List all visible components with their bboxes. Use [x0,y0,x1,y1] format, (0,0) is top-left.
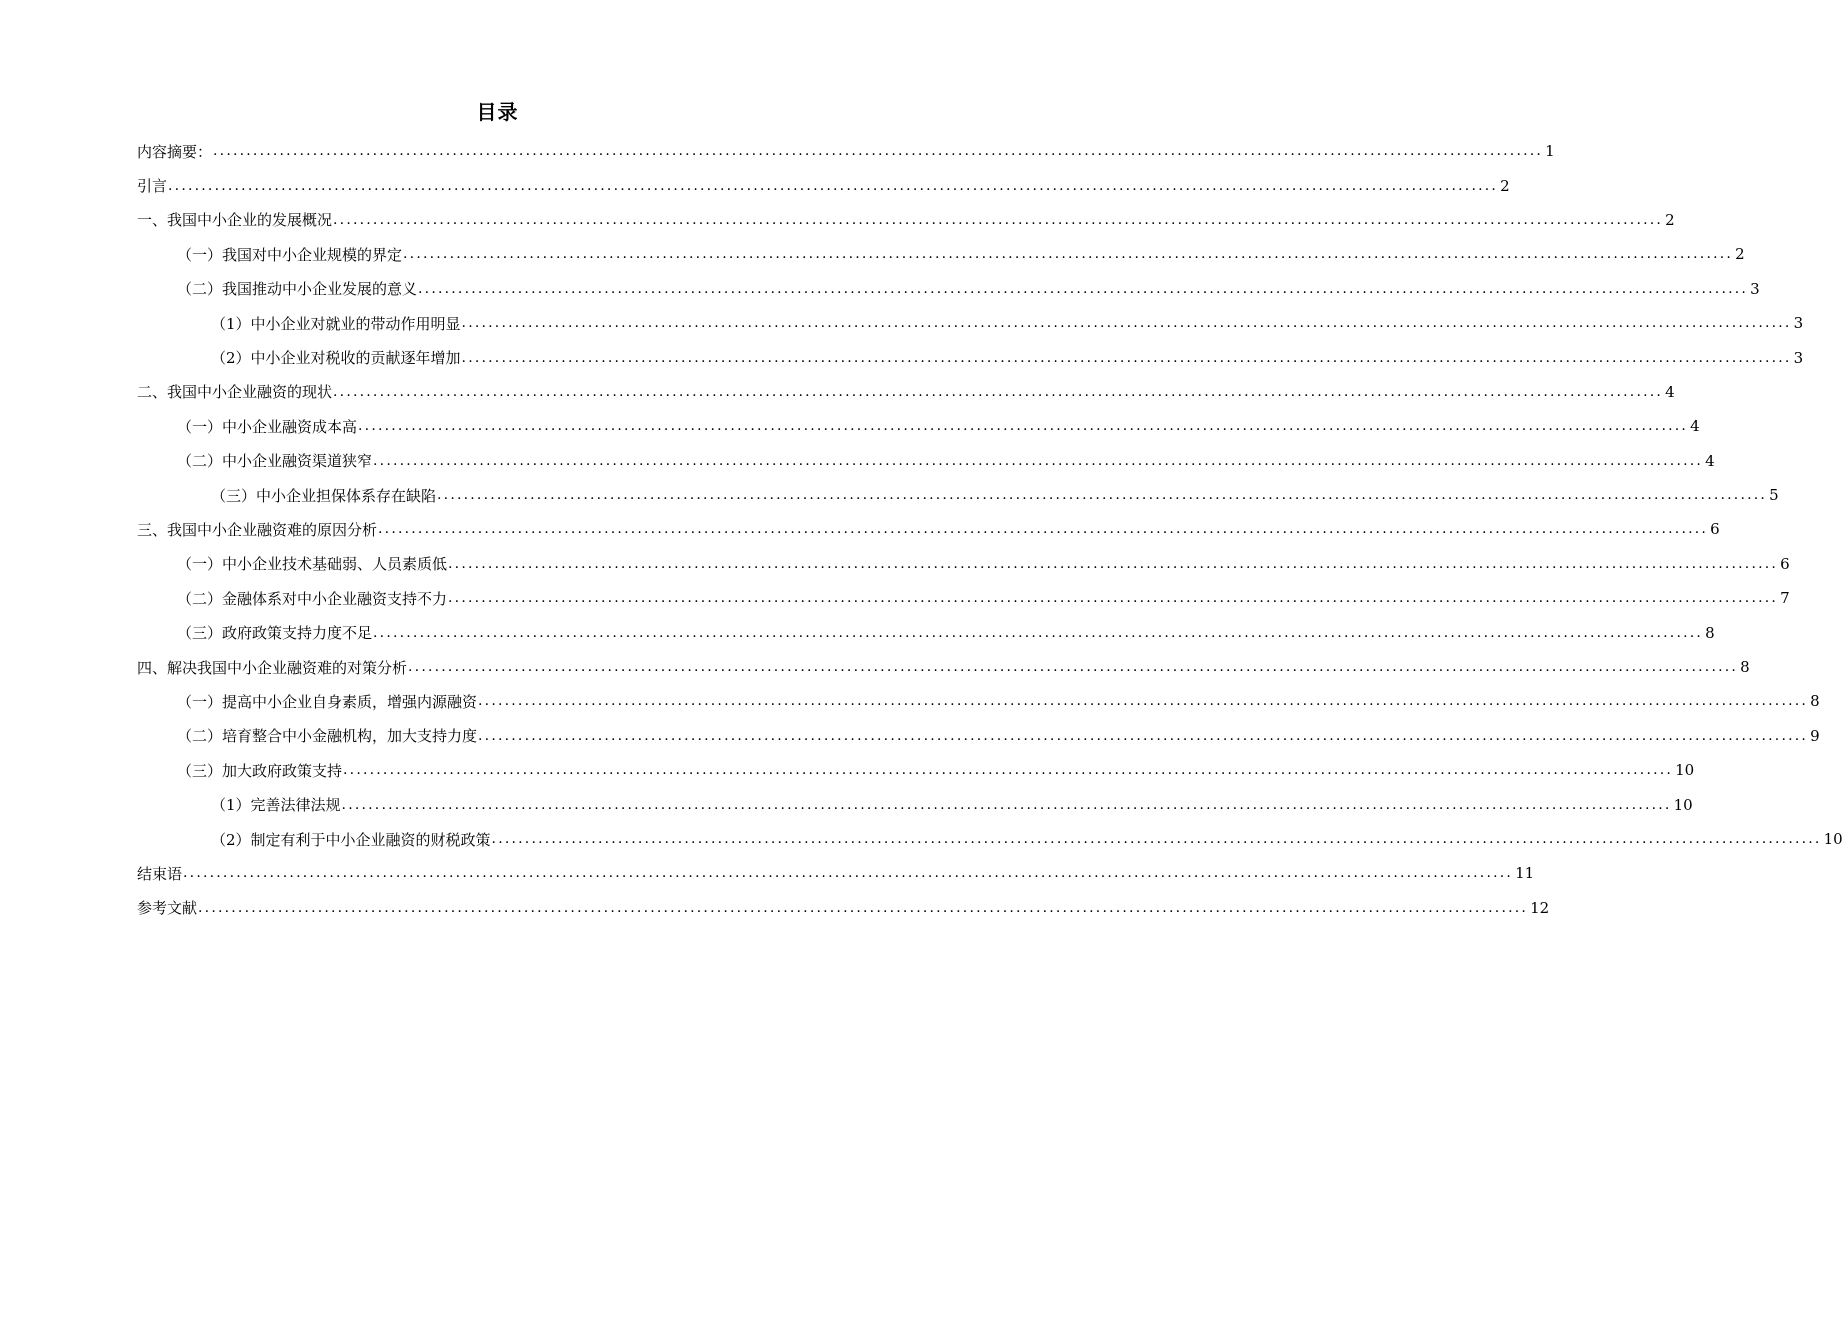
toc-leader-dots: ........................................................................................................................................................................................................ [341,796,1672,813]
toc-entry[interactable] [137,134,1555,168]
toc-leader-dots: ........................................................................................................................................................................................................ [198,899,1529,916]
toc-leader-dots: ........................................................................................................................................................................................................ [418,280,1749,297]
toc-entry-page-number: 3 [1750,279,1760,298]
toc-entry[interactable] [137,409,1700,443]
toc-entry[interactable] [137,650,1750,684]
toc-entry-label: （三）加大政府政策支持 [177,761,343,780]
toc-entry-label: （1）中小企业对就业的带动作用明显 [211,314,461,333]
toc-leader-dots: ........................................................................................................................................................................................................ [373,452,1704,469]
toc-entry[interactable] [137,478,1779,512]
toc-entry-page-number: 8 [1740,658,1750,677]
toc-entry[interactable] [137,684,1820,718]
toc-entry-page-number: 7 [1780,589,1790,608]
toc-entry-label: 四、解决我国中小企业融资难的对策分析 [137,658,408,677]
toc-entry[interactable] [137,787,1693,821]
toc-entry-label: （一）提高中小企业自身素质，增强内源融资 [177,692,478,711]
toc-entry[interactable] [137,615,1715,649]
toc-entry-page-number: 4 [1690,417,1700,436]
toc-leader-dots: ........................................................................................................................................................................................................ [358,418,1689,435]
toc-entry-page-number: 10 [1675,761,1695,780]
toc-entry-page-number: 9 [1810,726,1820,745]
toc-entry[interactable] [137,306,1804,340]
toc-entry-label: （二）金融体系对中小企业融资支持不力 [177,589,448,608]
toc-leader-dots: ........................................................................................................................................................................................................ [378,521,1709,538]
toc-entry[interactable] [137,719,1820,753]
toc-leader-dots: ........................................................................................................................................................................................................ [437,487,1768,504]
toc-entry[interactable] [137,272,1760,306]
toc-entry-page-number: 10 [1823,830,1843,848]
toc-entry[interactable] [137,168,1510,202]
toc-entry-page-number: 12 [1530,898,1550,917]
toc-leader-dots: ........................................................................................................................................................................................................ [183,865,1514,882]
toc-entry-page-number: 4 [1665,382,1675,401]
toc-entry[interactable] [137,547,1790,581]
toc-entry-label: （三）政府政策支持力度不足 [177,624,373,643]
toc-entry-label: 三、我国中小企业融资难的原因分析 [137,520,378,539]
table-of-contents [137,134,1843,925]
toc-leader-dots: ........................................................................................................................................................................................................ [213,143,1544,160]
toc-leader-dots: ........................................................................................................................................................................................................ [448,555,1779,572]
toc-leader-dots: ........................................................................................................................................................................................................ [408,659,1739,676]
toc-entry[interactable] [137,891,1550,925]
page-title: 目录 [476,100,519,124]
toc-leader-dots: ........................................................................................................................................................................................................ [333,211,1664,228]
toc-entry-label: 参考文献 [137,899,198,918]
toc-entry-page-number: 3 [1793,348,1804,367]
toc-leader-dots: ........................................................................................................................................................................................................ [478,693,1809,710]
toc-entry-label: （一）我国对中小企业规模的界定 [177,245,403,264]
toc-entry[interactable] [137,753,1695,787]
toc-leader-dots: ........................................................................................................................................................................................................ [333,383,1664,400]
toc-leader-dots: ........................................................................................................................................................................................................ [343,762,1674,779]
toc-leader-dots: ........................................................................................................................................................................................................ [168,177,1499,194]
toc-leader-dots: ........................................................................................................................................................................................................ [491,831,1822,847]
toc-entry-label: 引言 [137,177,168,196]
toc-entry-label: （2）制定有利于中小企业融资的财税政策 [211,830,491,849]
toc-leader-dots: ........................................................................................................................................................................................................ [448,590,1779,607]
toc-leader-dots: ........................................................................................................................................................................................................ [403,246,1734,263]
toc-entry-page-number: 2 [1735,245,1745,264]
toc-entry-page-number: 3 [1793,314,1804,333]
toc-entry-label: （三）中小企业担保体系存在缺陷 [211,486,437,505]
toc-entry-label: （一）中小企业技术基础弱、人员素质低 [177,555,448,574]
toc-entry-page-number: 2 [1665,210,1675,229]
toc-entry-page-number: 10 [1673,795,1693,814]
toc-entry-label: 内容摘要： [137,142,213,161]
toc-entry-label: 一、我国中小企业的发展概况 [137,211,333,230]
toc-entry-page-number: 2 [1500,176,1510,195]
toc-entry[interactable] [137,237,1745,271]
toc-entry[interactable] [137,822,1843,856]
toc-entry-label: （二）培育整合中小金融机构，加大支持力度 [177,727,478,746]
toc-entry[interactable] [137,375,1675,409]
toc-entry-page-number: 5 [1769,486,1779,505]
toc-leader-dots: ........................................................................................................................................................................................................ [373,624,1704,641]
toc-entry[interactable] [137,581,1790,615]
toc-entry-page-number: 8 [1705,623,1715,642]
toc-leader-dots: ........................................................................................................................................................................................................ [461,315,1792,332]
toc-entry[interactable] [137,203,1675,237]
toc-leader-dots: ........................................................................................................................................................................................................ [478,727,1809,744]
toc-entry-page-number: 4 [1705,451,1715,470]
toc-entry-label: （2）中小企业对税收的贡献逐年增加 [211,349,461,368]
toc-entry-page-number: 8 [1810,692,1820,711]
toc-entry-page-number: 6 [1780,554,1790,573]
toc-entry-label: （二）中小企业融资渠道狭窄 [177,452,373,471]
toc-entry[interactable] [137,444,1715,478]
toc-entry-label: 二、我国中小企业融资的现状 [137,383,333,402]
toc-entry[interactable] [137,512,1720,546]
toc-entry-label: （一）中小企业融资成本高 [177,417,358,436]
toc-entry-label: 结束语 [137,864,183,883]
toc-entry-label: （1）完善法律法规 [211,796,341,815]
toc-entry-page-number: 11 [1515,864,1535,883]
toc-entry[interactable] [137,340,1804,374]
toc-entry[interactable] [137,856,1535,890]
toc-leader-dots: ........................................................................................................................................................................................................ [461,349,1792,366]
toc-entry-page-number: 1 [1545,142,1555,161]
toc-entry-page-number: 6 [1710,520,1720,539]
toc-entry-label: （二）我国推动中小企业发展的意义 [177,280,418,299]
